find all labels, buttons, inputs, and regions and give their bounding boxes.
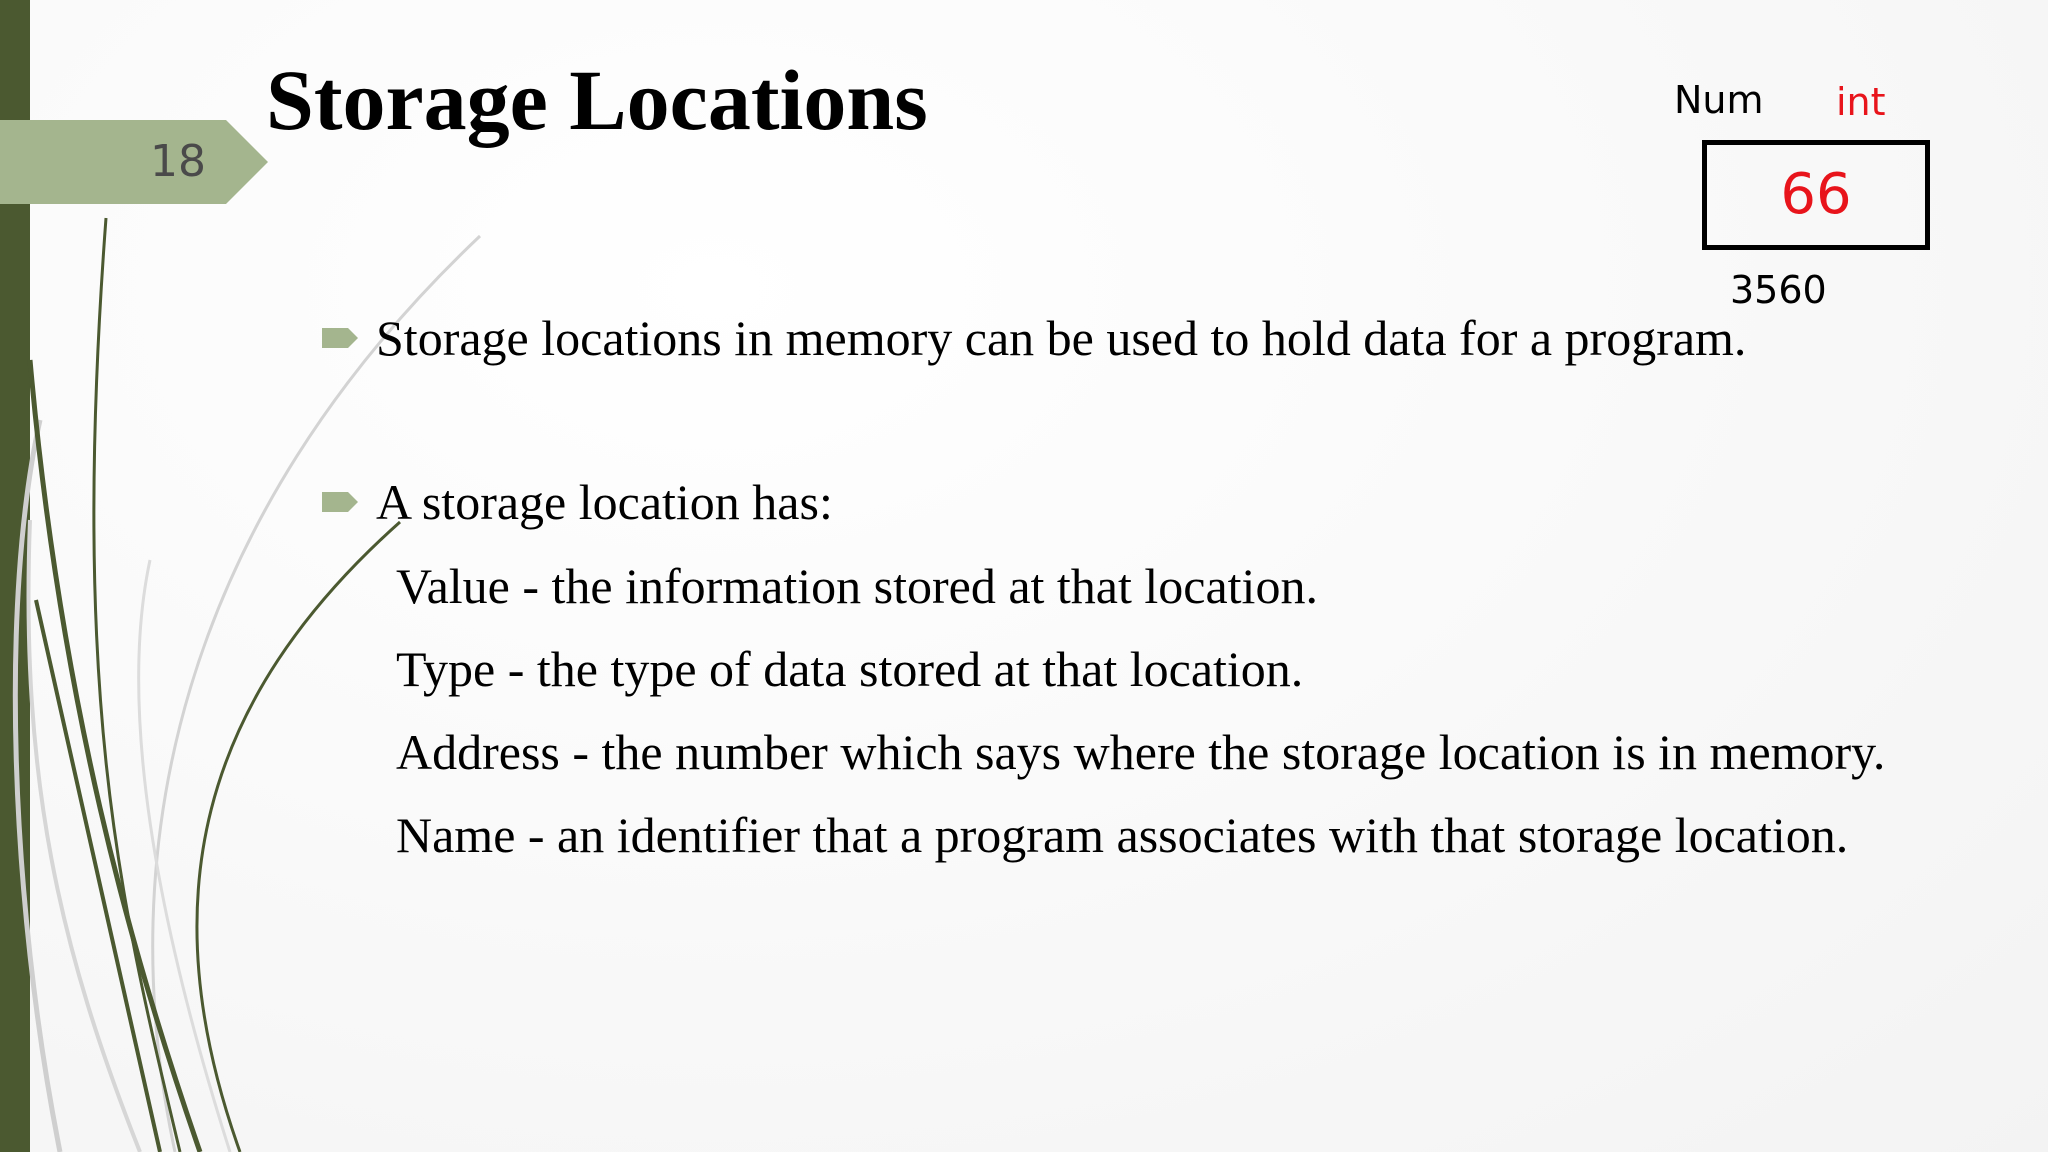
sub-item-address: Address - the number which says where the storage location is in memory. xyxy=(396,724,1886,780)
bullet-text: Storage locations in memory can be used to hold data for a program. xyxy=(376,310,1747,366)
slide-number: 18 xyxy=(150,136,206,187)
memory-value: 66 xyxy=(1780,162,1852,227)
memory-cell xyxy=(1702,140,1930,250)
arrow-bullet-icon xyxy=(322,326,358,350)
variable-name-label: Num xyxy=(1674,78,1764,122)
sub-item-value: Value - the information stored at that location. xyxy=(396,558,1318,614)
bullet-item xyxy=(322,470,833,534)
memory-address-label: 3560 xyxy=(1730,268,1827,312)
bullet-item xyxy=(322,306,1746,370)
arrow-bullet-icon xyxy=(322,490,358,514)
bullet-text: A storage location has: xyxy=(376,474,833,530)
variable-type-label: int xyxy=(1836,80,1886,124)
slide-number-tab xyxy=(0,120,268,204)
sub-item-name: Name - an identifier that a program associates with that storage location. xyxy=(396,807,1849,863)
slide-title: Storage Locations xyxy=(266,52,928,148)
sub-item-type: Type - the type of data stored at that location. xyxy=(396,641,1304,697)
